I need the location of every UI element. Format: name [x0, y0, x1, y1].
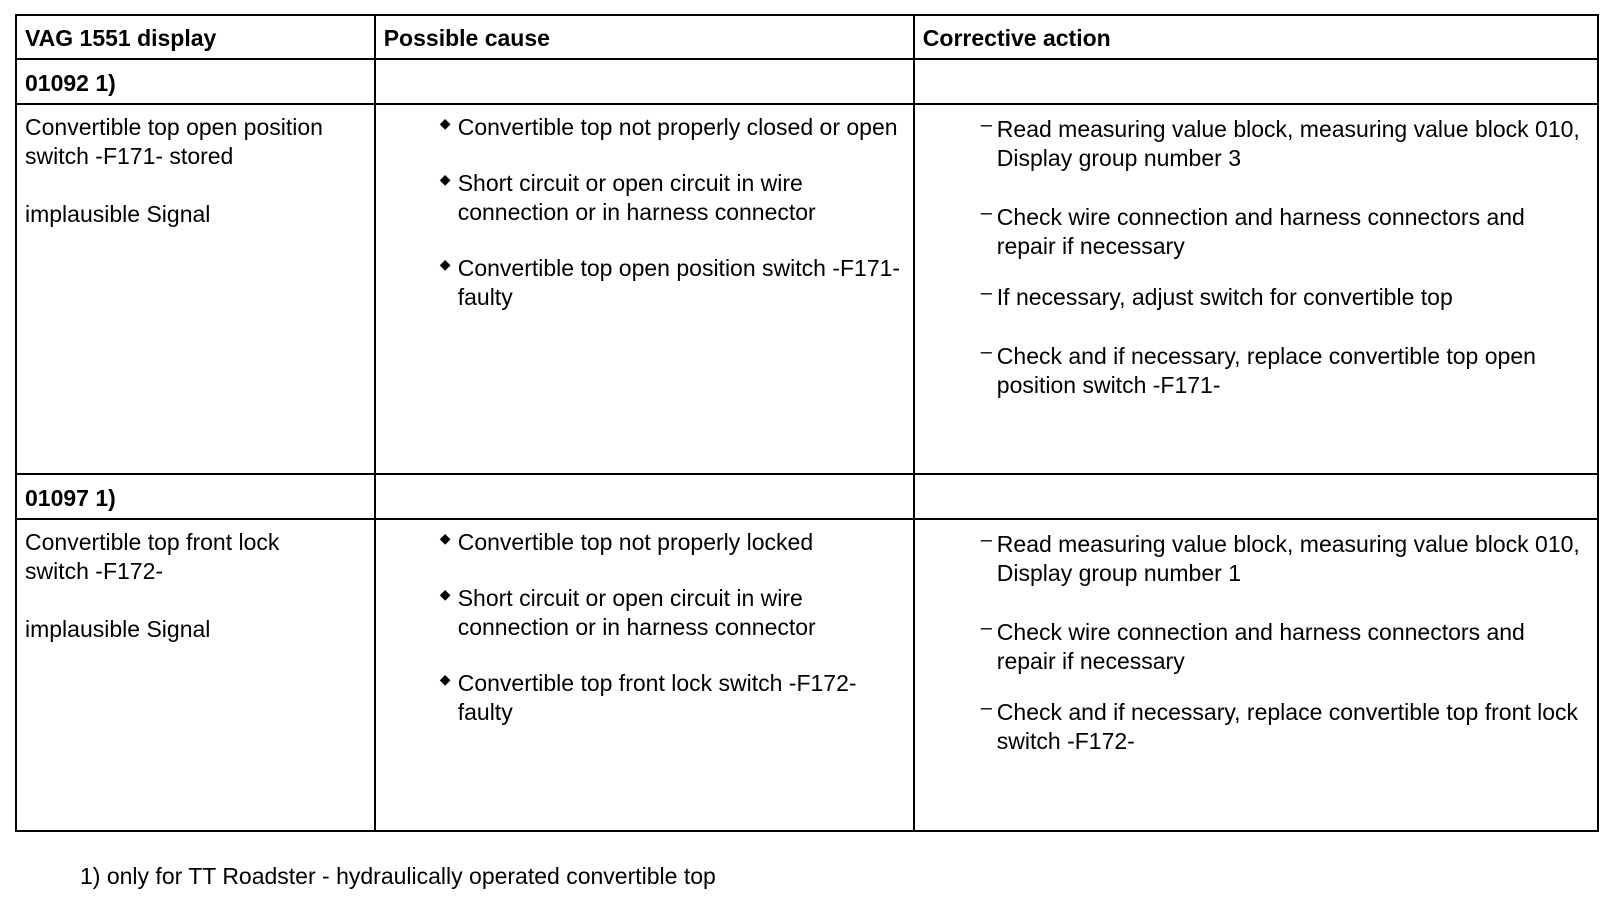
possible-cause-cell: [375, 519, 914, 831]
fault-code: 01092 1): [16, 59, 375, 104]
fault-code: 01097 1): [16, 474, 375, 519]
display-line: switch -F171- stored: [25, 143, 234, 169]
action-item: – Check and if necessary, replace convertible top open position switch -F171-: [981, 342, 1587, 400]
dash-bullet-icon: –: [980, 529, 992, 551]
cause-list: [440, 113, 903, 312]
fault-detail-row-01097: [16, 519, 1598, 831]
action-list: [981, 115, 1587, 400]
empty-cell: [914, 59, 1598, 104]
display-text-cell: [16, 104, 375, 474]
dash-bullet-icon: –: [980, 282, 992, 304]
display-line: Convertible top open position: [25, 114, 323, 140]
header-vag-display: VAG 1551 display: [16, 15, 375, 59]
cause-list: [440, 528, 903, 727]
empty-cell: [375, 59, 914, 104]
header-possible-cause: Possible cause: [375, 15, 914, 59]
cause-item: ◆ Short circuit or open circuit in wire connection or in harness connector: [440, 169, 903, 227]
table-header-row: [16, 15, 1598, 59]
action-item: – Check wire connection and harness connectors and repair if necessary: [981, 203, 1587, 261]
action-item: – Read measuring value block, measuring value block 010, Display group number 3: [981, 115, 1587, 173]
display-line: Convertible top front lock: [25, 529, 280, 555]
empty-cell: [914, 474, 1598, 519]
display-line: switch -F172-: [25, 558, 164, 584]
header-corrective-action: Corrective action: [914, 15, 1598, 59]
fault-code-table: [15, 14, 1599, 832]
corrective-action-cell: [914, 519, 1598, 831]
diamond-bullet-icon: ◆: [439, 586, 451, 602]
fault-detail-row-01092: [16, 104, 1598, 474]
diamond-bullet-icon: ◆: [439, 171, 451, 187]
cause-item: ◆ Convertible top not properly closed or open: [440, 113, 903, 142]
cause-item: ◆ Short circuit or open circuit in wire connection or in harness connector: [440, 584, 903, 642]
dash-bullet-icon: –: [980, 697, 992, 719]
cause-item: ◆ Convertible top not properly locked: [440, 528, 903, 557]
display-signal: implausible Signal: [25, 201, 211, 227]
diamond-bullet-icon: ◆: [439, 256, 451, 272]
display-text-cell: [16, 519, 375, 831]
diamond-bullet-icon: ◆: [439, 671, 451, 687]
display-signal: implausible Signal: [25, 616, 211, 642]
empty-cell: [375, 474, 914, 519]
diamond-bullet-icon: ◆: [439, 530, 451, 546]
footnote: 1) only for TT Roadster - hydraulically operated convertible top: [80, 863, 716, 889]
possible-cause-cell: [375, 104, 914, 474]
fault-code-row-01092: [16, 59, 1598, 104]
dash-bullet-icon: –: [980, 341, 992, 363]
dash-bullet-icon: –: [980, 617, 992, 639]
action-item: – If necessary, adjust switch for convertible top: [981, 283, 1587, 312]
diamond-bullet-icon: ◆: [439, 115, 451, 131]
corrective-action-cell: [914, 104, 1598, 474]
cause-item: ◆ Convertible top front lock switch -F172- faulty: [440, 669, 903, 727]
dash-bullet-icon: –: [980, 114, 992, 136]
action-item: – Check wire connection and harness connectors and repair if necessary: [981, 618, 1587, 676]
fault-code-row-01097: [16, 474, 1598, 519]
action-item: – Read measuring value block, measuring value block 010, Display group number 1: [981, 530, 1587, 588]
cause-item: ◆ Convertible top open position switch -F171- faulty: [440, 254, 903, 312]
action-list: [981, 530, 1587, 756]
dash-bullet-icon: –: [980, 202, 992, 224]
action-item: – Check and if necessary, replace convertible top front lock switch -F172-: [981, 698, 1587, 756]
